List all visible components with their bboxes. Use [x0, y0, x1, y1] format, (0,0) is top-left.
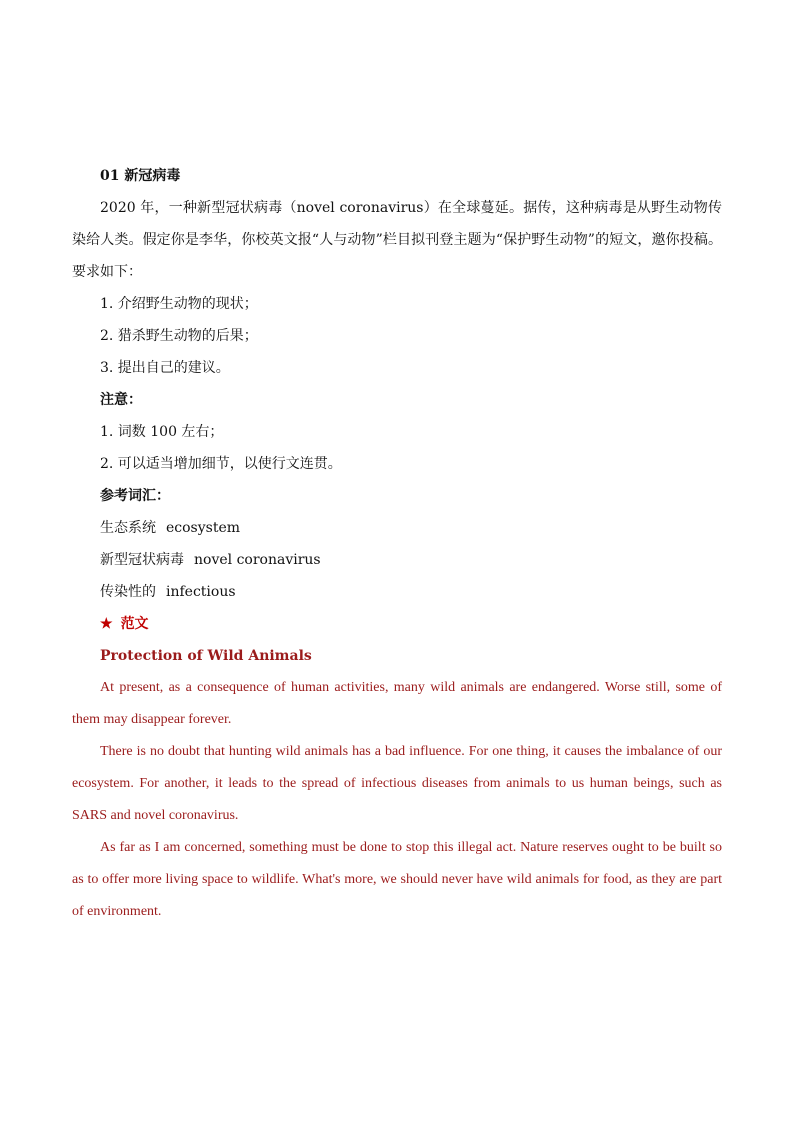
- vocab-en: ecosystem: [166, 520, 241, 536]
- note-2: 2. 可以适当增加细节，以使行文连贯。: [100, 456, 342, 472]
- vocab-cn: 传染性的: [100, 584, 156, 600]
- vocab-item: [72, 544, 722, 576]
- model-label-text: 范文: [120, 616, 149, 632]
- notes-title: 注意：: [100, 392, 142, 408]
- vocab-en: novel coronavirus: [194, 552, 321, 568]
- document-content: [72, 160, 722, 928]
- requirement-1: 1. 介绍野生动物的现状；: [100, 296, 258, 312]
- section-heading: 01 新冠病毒: [100, 168, 181, 184]
- vocab-en: infectious: [166, 584, 236, 600]
- essay-title: Protection of Wild Animals: [100, 648, 312, 664]
- essay-paragraph-3: As far as I am concerned, something must be done to stop this illegal act. Nature reserves ought to be built so as to offer more living space to wildlife. What's more, we should never have wild animals for food, as they are part of environment.: [72, 840, 722, 919]
- vocab-item: [72, 576, 722, 608]
- vocab-cn: 生态系统: [100, 520, 156, 536]
- requirement-3: 3. 提出自己的建议。: [100, 360, 230, 376]
- vocab-cn: 新型冠状病毒: [100, 552, 184, 568]
- note-1: 1. 词数 100 左右；: [100, 424, 224, 440]
- star-icon: ★: [100, 616, 113, 632]
- vocab-item: [72, 512, 722, 544]
- task-intro: 2020 年，一种新型冠状病毒（novel coronavirus）在全球蔓延。据传，这种病毒是从野生动物传染给人类。假定你是李华，你校英文报“人与动物”栏目拟刊登主题为“保护野生动物”的短文，邀你投稿。要求如下：: [72, 200, 722, 280]
- model-essay-label: [72, 608, 722, 640]
- essay-paragraph-2: There is no doubt that hunting wild animals has a bad influence. For one thing, it causes the imbalance of our ecosystem. For another, it leads to the spread of infectious diseases from animals to us human beings, such as SARS and novel coronavirus.: [72, 744, 722, 823]
- requirement-2: 2. 猎杀野生动物的后果；: [100, 328, 258, 344]
- essay-paragraph-1: At present, as a consequence of human activities, many wild animals are endangered. Worse still, some of them may disappear forever.: [72, 680, 722, 727]
- vocab-title: 参考词汇：: [100, 488, 170, 504]
